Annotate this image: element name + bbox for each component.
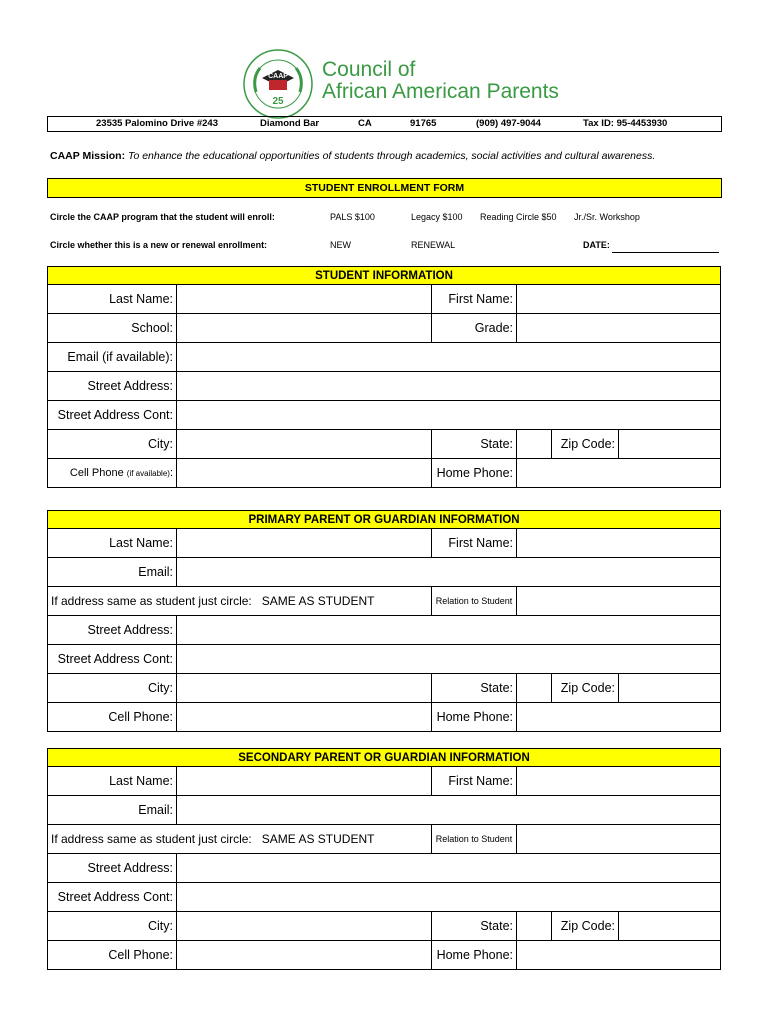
secondary-same-as-student-option[interactable]: SAME AS STUDENT [261,832,375,846]
enrollment-type-new[interactable]: NEW [330,240,351,250]
student-city-label: City: [48,430,177,459]
secondary-state-label: State: [432,912,517,941]
student-state-field[interactable] [517,430,552,459]
student-state-label: State: [432,430,517,459]
secondary-same-address-row [48,825,432,854]
tax-id: Tax ID: 95-4453930 [583,118,668,129]
primary-same-address-row [48,587,432,616]
secondary-street-field[interactable] [177,854,721,883]
program-option-pals[interactable]: PALS $100 [330,212,375,222]
student-grade-label: Grade: [432,314,517,343]
student-last-name-label: Last Name: [48,285,177,314]
program-option-reading-circle[interactable]: Reading Circle $50 [480,212,557,222]
secondary-city-field[interactable] [177,912,432,941]
org-name-line1: Council of [322,58,416,81]
student-school-field[interactable] [177,314,432,343]
student-email-field[interactable] [177,343,721,372]
cell-phone-colon: : [169,467,173,479]
secondary-zip-label: Zip Code: [552,912,619,941]
secondary-street-cont-label: Street Address Cont: [48,883,177,912]
student-first-name-field[interactable] [517,285,721,314]
primary-same-as-student-option[interactable]: SAME AS STUDENT [261,594,375,608]
program-option-legacy[interactable]: Legacy $100 [411,212,463,222]
mission-statement [50,150,655,162]
student-cell-label [48,459,177,488]
student-city-field[interactable] [177,430,432,459]
svg-text:CAAP: CAAP [268,73,288,80]
primary-home-phone-field[interactable] [517,703,721,732]
primary-parent-section [47,510,721,732]
secondary-relation-field[interactable] [517,825,721,854]
secondary-first-name-field[interactable] [517,767,721,796]
primary-zip-label: Zip Code: [552,674,619,703]
secondary-home-phone-label: Home Phone: [432,941,517,970]
secondary-relation-label: Relation to Student [432,825,517,854]
secondary-last-name-field[interactable] [177,767,432,796]
caap-logo [242,48,314,120]
enrollment-type-prompt: Circle whether this is a new or renewal enrollment: [50,240,268,250]
secondary-same-address-prompt: If address same as student just circle: [51,832,252,846]
date-label: DATE: [583,240,610,250]
student-zip-field[interactable] [619,430,721,459]
student-email-label: Email (if available): [48,343,177,372]
primary-parent-title: PRIMARY PARENT OR GUARDIAN INFORMATION [48,511,721,529]
phone: (909) 497-9044 [476,118,541,129]
secondary-email-label: Email: [48,796,177,825]
enrollment-type-renewal[interactable]: RENEWAL [411,240,456,250]
primary-last-name-label: Last Name: [48,529,177,558]
program-prompt: Circle the CAAP program that the student will enroll: [50,212,275,222]
date-field[interactable] [612,252,719,253]
primary-cell-field[interactable] [177,703,432,732]
city: Diamond Bar [260,118,320,129]
primary-first-name-label: First Name: [432,529,517,558]
secondary-street-label: Street Address: [48,854,177,883]
street-address: 23535 Palomino Drive #243 [96,118,218,129]
secondary-parent-title: SECONDARY PARENT OR GUARDIAN INFORMATION [48,749,721,767]
secondary-cell-label: Cell Phone: [48,941,177,970]
secondary-state-field[interactable] [517,912,552,941]
student-home-phone-label: Home Phone: [432,459,517,488]
secondary-street-cont-field[interactable] [177,883,721,912]
zip: 91765 [410,118,437,129]
secondary-cell-field[interactable] [177,941,432,970]
secondary-last-name-label: Last Name: [48,767,177,796]
primary-city-field[interactable] [177,674,432,703]
student-street-field[interactable] [177,372,721,401]
primary-street-cont-label: Street Address Cont: [48,645,177,674]
student-first-name-label: First Name: [432,285,517,314]
enrollment-form-title: STUDENT ENROLLMENT FORM [47,178,722,198]
primary-city-label: City: [48,674,177,703]
student-zip-label: Zip Code: [552,430,619,459]
primary-relation-field[interactable] [517,587,721,616]
student-information-title: STUDENT INFORMATION [48,267,721,285]
primary-email-label: Email: [48,558,177,587]
primary-relation-label: Relation to Student [432,587,517,616]
student-street-cont-field[interactable] [177,401,721,430]
student-street-label: Street Address: [48,372,177,401]
primary-state-field[interactable] [517,674,552,703]
address-bar [47,116,722,132]
primary-state-label: State: [432,674,517,703]
secondary-home-phone-field[interactable] [517,941,721,970]
secondary-parent-section [47,748,721,970]
primary-street-cont-field[interactable] [177,645,721,674]
cell-phone-note: (if available) [126,469,170,478]
state: CA [358,118,372,129]
primary-same-address-prompt: If address same as student just circle: [51,594,252,608]
student-school-label: School: [48,314,177,343]
cell-phone-text: Cell Phone [69,467,124,479]
primary-first-name-field[interactable] [517,529,721,558]
secondary-zip-field[interactable] [619,912,721,941]
primary-cell-label: Cell Phone: [48,703,177,732]
student-street-cont-label: Street Address Cont: [48,401,177,430]
primary-home-phone-label: Home Phone: [432,703,517,732]
svg-text:25: 25 [272,96,284,107]
student-information-section [47,266,721,488]
primary-street-field[interactable] [177,616,721,645]
primary-email-field[interactable] [177,558,721,587]
student-last-name-field[interactable] [177,285,432,314]
mission-label: CAAP Mission: [50,150,126,162]
student-cell-field[interactable] [177,459,432,488]
org-name-line2: African American Parents [322,80,559,103]
student-grade-field[interactable] [517,314,721,343]
mission-text: To enhance the educational opportunities of students through academics, social activities and cultural awareness. [128,150,656,162]
secondary-email-field[interactable] [177,796,721,825]
secondary-city-label: City: [48,912,177,941]
program-option-workshop[interactable]: Jr./Sr. Workshop [574,212,640,222]
primary-street-label: Street Address: [48,616,177,645]
primary-zip-field[interactable] [619,674,721,703]
student-home-phone-field[interactable] [517,459,721,488]
primary-last-name-field[interactable] [177,529,432,558]
secondary-first-name-label: First Name: [432,767,517,796]
